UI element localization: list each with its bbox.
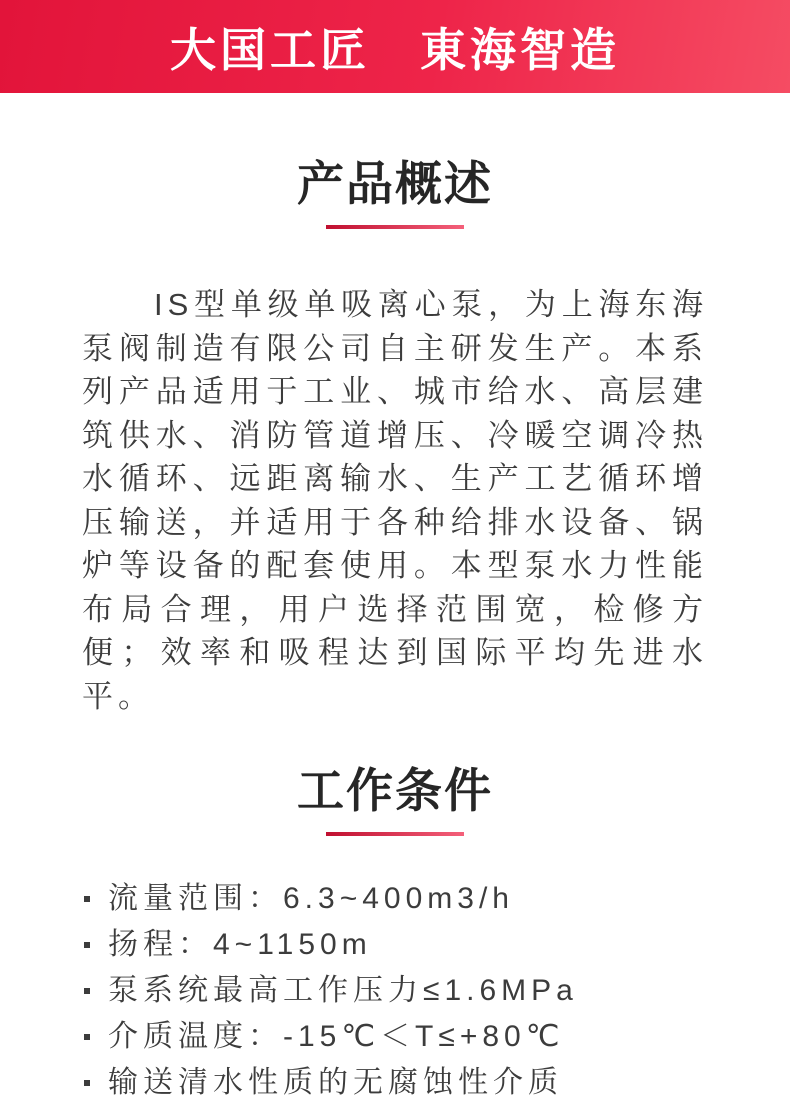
condition-text: 扬程：4~1150m bbox=[108, 928, 372, 962]
list-item bbox=[84, 968, 750, 1014]
product-description: IS型单级单吸离心泵，为上海东海泵阀制造有限公司自主研发生产。本系列产品适用于工业、城市给水、高层建筑供水、消防管道增压、冷暖空调冷热水循环、远距离输水、生产工艺循环增压输送，并适用于各种给排水设备、锅炉等设备的配套使用。本型泵水力性能布局合理，用户选择范围宽，检修方便；效率和吸程达到国际平均先进水平。 bbox=[82, 287, 708, 714]
overview-section-title: 产品概述 bbox=[297, 157, 493, 210]
list-item bbox=[84, 1014, 750, 1060]
section-working-conditions bbox=[0, 764, 790, 1106]
bullet-icon bbox=[84, 1080, 90, 1086]
banner-title: 大国工匠 東海智造 bbox=[170, 23, 620, 76]
title-underline bbox=[326, 832, 464, 836]
list-item bbox=[84, 922, 750, 968]
condition-text: 介质温度：-15℃＜T≤+80℃ bbox=[108, 1020, 565, 1054]
condition-text: 流量范围：6.3~400m3/h bbox=[108, 882, 514, 916]
bullet-icon bbox=[84, 896, 90, 902]
bullet-icon bbox=[84, 1034, 90, 1040]
list-item bbox=[84, 1060, 750, 1106]
section-product-overview bbox=[0, 157, 790, 718]
bullet-icon bbox=[84, 942, 90, 948]
condition-text: 输送清水性质的无腐蚀性介质 bbox=[108, 1066, 563, 1100]
list-item bbox=[84, 876, 750, 922]
title-underline bbox=[326, 225, 464, 229]
condition-text: 泵系统最高工作压力≤1.6MPa bbox=[108, 974, 578, 1008]
conditions-section-title: 工作条件 bbox=[297, 764, 493, 818]
top-banner bbox=[0, 0, 790, 93]
bullet-icon bbox=[84, 988, 90, 994]
conditions-list bbox=[84, 876, 750, 1106]
